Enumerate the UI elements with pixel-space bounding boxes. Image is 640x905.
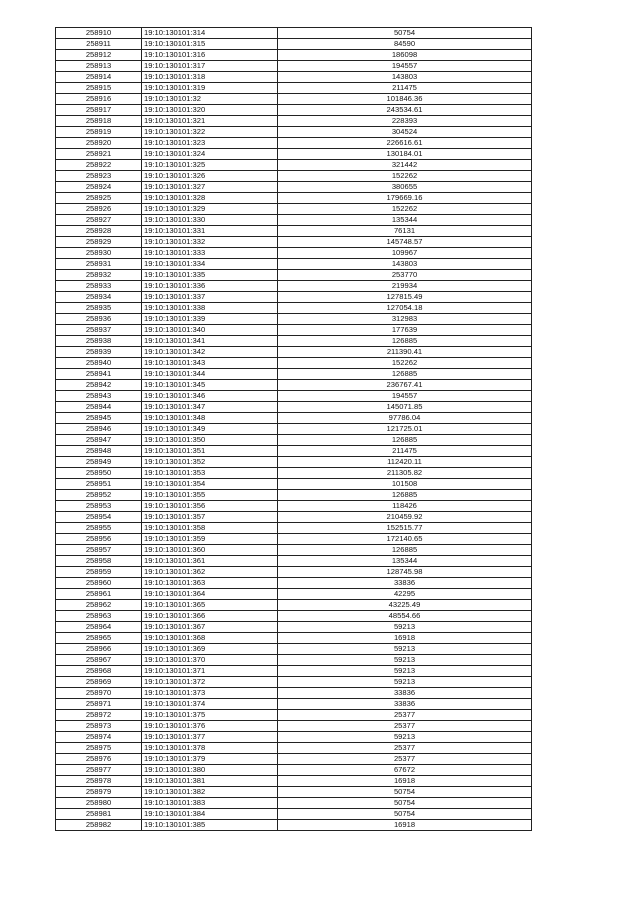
amount-cell: 16918 [278, 633, 532, 644]
cadastral-number-cell: 19:10:130101:375 [142, 710, 278, 721]
amount-cell: 211475 [278, 83, 532, 94]
amount-cell: 211390.41 [278, 347, 532, 358]
table-row [56, 666, 532, 677]
table-row [56, 116, 532, 127]
table-row [56, 281, 532, 292]
amount-cell: 59213 [278, 644, 532, 655]
record-id-cell: 258970 [56, 688, 142, 699]
cadastral-number-cell: 19:10:130101:351 [142, 446, 278, 457]
table-row [56, 94, 532, 105]
table-row [56, 325, 532, 336]
record-id-cell: 258953 [56, 501, 142, 512]
table-row [56, 292, 532, 303]
table-row [56, 688, 532, 699]
amount-cell: 228393 [278, 116, 532, 127]
record-id-cell: 258980 [56, 798, 142, 809]
record-id-cell: 258923 [56, 171, 142, 182]
cadastral-number-cell: 19:10:130101:321 [142, 116, 278, 127]
record-id-cell: 258911 [56, 39, 142, 50]
record-id-cell: 258916 [56, 94, 142, 105]
table-row [56, 622, 532, 633]
cadastral-number-cell: 19:10:130101:335 [142, 270, 278, 281]
record-id-cell: 258952 [56, 490, 142, 501]
table-body [56, 28, 532, 831]
record-id-cell: 258921 [56, 149, 142, 160]
record-id-cell: 258969 [56, 677, 142, 688]
table-row [56, 820, 532, 831]
table-row [56, 182, 532, 193]
cadastral-number-cell: 19:10:130101:331 [142, 226, 278, 237]
cadastral-number-cell: 19:10:130101:359 [142, 534, 278, 545]
table-row [56, 699, 532, 710]
record-id-cell: 258977 [56, 765, 142, 776]
amount-cell: 127054.18 [278, 303, 532, 314]
amount-cell: 25377 [278, 754, 532, 765]
cadastral-number-cell: 19:10:130101:361 [142, 556, 278, 567]
record-id-cell: 258924 [56, 182, 142, 193]
amount-cell: 219934 [278, 281, 532, 292]
table-row [56, 72, 532, 83]
table-row [56, 545, 532, 556]
record-id-cell: 258960 [56, 578, 142, 589]
cadastral-number-cell: 19:10:130101:323 [142, 138, 278, 149]
cadastral-number-cell: 19:10:130101:381 [142, 776, 278, 787]
table-row [56, 490, 532, 501]
record-id-cell: 258962 [56, 600, 142, 611]
table-row [56, 28, 532, 39]
amount-cell: 172140.65 [278, 534, 532, 545]
record-id-cell: 258964 [56, 622, 142, 633]
record-id-cell: 258945 [56, 413, 142, 424]
amount-cell: 143803 [278, 259, 532, 270]
amount-cell: 143803 [278, 72, 532, 83]
amount-cell: 236767.41 [278, 380, 532, 391]
data-table [55, 27, 532, 831]
table-row [56, 127, 532, 138]
record-id-cell: 258975 [56, 743, 142, 754]
record-id-cell: 258950 [56, 468, 142, 479]
cadastral-number-cell: 19:10:130101:337 [142, 292, 278, 303]
cadastral-number-cell: 19:10:130101:362 [142, 567, 278, 578]
record-id-cell: 258927 [56, 215, 142, 226]
table-row [56, 303, 532, 314]
table-row [56, 578, 532, 589]
table-row [56, 677, 532, 688]
table-row [56, 743, 532, 754]
amount-cell: 152515.77 [278, 523, 532, 534]
cadastral-number-cell: 19:10:130101:380 [142, 765, 278, 776]
table-row [56, 589, 532, 600]
table-row [56, 809, 532, 820]
record-id-cell: 258959 [56, 567, 142, 578]
amount-cell: 152262 [278, 204, 532, 215]
record-id-cell: 258912 [56, 50, 142, 61]
record-id-cell: 258931 [56, 259, 142, 270]
cadastral-number-cell: 19:10:130101:346 [142, 391, 278, 402]
cadastral-number-cell: 19:10:130101:328 [142, 193, 278, 204]
amount-cell: 145071.85 [278, 402, 532, 413]
record-id-cell: 258972 [56, 710, 142, 721]
amount-cell: 59213 [278, 655, 532, 666]
record-id-cell: 258915 [56, 83, 142, 94]
table-row [56, 798, 532, 809]
cadastral-number-cell: 19:10:130101:360 [142, 545, 278, 556]
amount-cell: 67672 [278, 765, 532, 776]
cadastral-number-cell: 19:10:130101:325 [142, 160, 278, 171]
record-id-cell: 258971 [56, 699, 142, 710]
cadastral-number-cell: 19:10:130101:366 [142, 611, 278, 622]
table-row [56, 765, 532, 776]
amount-cell: 152262 [278, 358, 532, 369]
cadastral-number-cell: 19:10:130101:32 [142, 94, 278, 105]
record-id-cell: 258937 [56, 325, 142, 336]
cadastral-number-cell: 19:10:130101:367 [142, 622, 278, 633]
record-id-cell: 258928 [56, 226, 142, 237]
cadastral-number-cell: 19:10:130101:376 [142, 721, 278, 732]
table-row [56, 237, 532, 248]
amount-cell: 101846.36 [278, 94, 532, 105]
cadastral-number-cell: 19:10:130101:384 [142, 809, 278, 820]
cadastral-number-cell: 19:10:130101:314 [142, 28, 278, 39]
amount-cell: 194557 [278, 61, 532, 72]
cadastral-number-cell: 19:10:130101:365 [142, 600, 278, 611]
table-row [56, 171, 532, 182]
table-row [56, 611, 532, 622]
table-row [56, 50, 532, 61]
cadastral-number-cell: 19:10:130101:373 [142, 688, 278, 699]
table-row [56, 149, 532, 160]
amount-cell: 312983 [278, 314, 532, 325]
table-row [56, 138, 532, 149]
amount-cell: 226616.61 [278, 138, 532, 149]
amount-cell: 43225.49 [278, 600, 532, 611]
record-id-cell: 258946 [56, 424, 142, 435]
amount-cell: 97786.04 [278, 413, 532, 424]
table-row [56, 446, 532, 457]
record-id-cell: 258965 [56, 633, 142, 644]
amount-cell: 177639 [278, 325, 532, 336]
table-row [56, 83, 532, 94]
amount-cell: 16918 [278, 776, 532, 787]
record-id-cell: 258955 [56, 523, 142, 534]
cadastral-number-cell: 19:10:130101:343 [142, 358, 278, 369]
amount-cell: 128745.98 [278, 567, 532, 578]
record-id-cell: 258922 [56, 160, 142, 171]
amount-cell: 42295 [278, 589, 532, 600]
record-id-cell: 258973 [56, 721, 142, 732]
record-id-cell: 258932 [56, 270, 142, 281]
cadastral-number-cell: 19:10:130101:385 [142, 820, 278, 831]
amount-cell: 194557 [278, 391, 532, 402]
cadastral-number-cell: 19:10:130101:315 [142, 39, 278, 50]
table-row [56, 215, 532, 226]
cadastral-number-cell: 19:10:130101:379 [142, 754, 278, 765]
cadastral-number-cell: 19:10:130101:329 [142, 204, 278, 215]
table-row [56, 248, 532, 259]
table-row [56, 787, 532, 798]
table-row [56, 204, 532, 215]
record-id-cell: 258982 [56, 820, 142, 831]
record-id-cell: 258934 [56, 292, 142, 303]
record-id-cell: 258933 [56, 281, 142, 292]
amount-cell: 253770 [278, 270, 532, 281]
amount-cell: 210459.92 [278, 512, 532, 523]
table-row [56, 39, 532, 50]
table-row [56, 413, 532, 424]
record-id-cell: 258978 [56, 776, 142, 787]
cadastral-number-cell: 19:10:130101:334 [142, 259, 278, 270]
table-row [56, 534, 532, 545]
cadastral-number-cell: 19:10:130101:369 [142, 644, 278, 655]
table-row [56, 633, 532, 644]
amount-cell: 59213 [278, 622, 532, 633]
cadastral-number-cell: 19:10:130101:316 [142, 50, 278, 61]
cadastral-number-cell: 19:10:130101:342 [142, 347, 278, 358]
table-row [56, 556, 532, 567]
cadastral-number-cell: 19:10:130101:324 [142, 149, 278, 160]
cadastral-number-cell: 19:10:130101:348 [142, 413, 278, 424]
amount-cell: 126885 [278, 336, 532, 347]
record-id-cell: 258913 [56, 61, 142, 72]
table-row [56, 314, 532, 325]
amount-cell: 126885 [278, 369, 532, 380]
cadastral-number-cell: 19:10:130101:382 [142, 787, 278, 798]
amount-cell: 186098 [278, 50, 532, 61]
cadastral-number-cell: 19:10:130101:357 [142, 512, 278, 523]
amount-cell: 135344 [278, 556, 532, 567]
amount-cell: 152262 [278, 171, 532, 182]
amount-cell: 50754 [278, 809, 532, 820]
record-id-cell: 258957 [56, 545, 142, 556]
cadastral-number-cell: 19:10:130101:341 [142, 336, 278, 347]
amount-cell: 321442 [278, 160, 532, 171]
amount-cell: 211475 [278, 446, 532, 457]
cadastral-number-cell: 19:10:130101:352 [142, 457, 278, 468]
cadastral-number-cell: 19:10:130101:368 [142, 633, 278, 644]
record-id-cell: 258917 [56, 105, 142, 116]
table-row [56, 655, 532, 666]
amount-cell: 118426 [278, 501, 532, 512]
amount-cell: 76131 [278, 226, 532, 237]
amount-cell: 304524 [278, 127, 532, 138]
table-row [56, 347, 532, 358]
cadastral-number-cell: 19:10:130101:371 [142, 666, 278, 677]
record-id-cell: 258941 [56, 369, 142, 380]
cadastral-number-cell: 19:10:130101:378 [142, 743, 278, 754]
amount-cell: 25377 [278, 710, 532, 721]
record-id-cell: 258956 [56, 534, 142, 545]
record-id-cell: 258929 [56, 237, 142, 248]
amount-cell: 50754 [278, 787, 532, 798]
amount-cell: 59213 [278, 666, 532, 677]
record-id-cell: 258979 [56, 787, 142, 798]
record-id-cell: 258920 [56, 138, 142, 149]
table-row [56, 226, 532, 237]
record-id-cell: 258925 [56, 193, 142, 204]
table-row [56, 160, 532, 171]
record-id-cell: 258942 [56, 380, 142, 391]
table-row [56, 270, 532, 281]
table-row [56, 468, 532, 479]
record-id-cell: 258951 [56, 479, 142, 490]
record-id-cell: 258938 [56, 336, 142, 347]
record-id-cell: 258944 [56, 402, 142, 413]
cadastral-number-cell: 19:10:130101:327 [142, 182, 278, 193]
table-row [56, 721, 532, 732]
record-id-cell: 258935 [56, 303, 142, 314]
record-id-cell: 258963 [56, 611, 142, 622]
cadastral-number-cell: 19:10:130101:340 [142, 325, 278, 336]
record-id-cell: 258954 [56, 512, 142, 523]
record-id-cell: 258919 [56, 127, 142, 138]
record-id-cell: 258981 [56, 809, 142, 820]
amount-cell: 50754 [278, 798, 532, 809]
cadastral-number-cell: 19:10:130101:336 [142, 281, 278, 292]
amount-cell: 59213 [278, 732, 532, 743]
record-id-cell: 258926 [56, 204, 142, 215]
table-row [56, 402, 532, 413]
amount-cell: 101508 [278, 479, 532, 490]
amount-cell: 33836 [278, 699, 532, 710]
amount-cell: 243534.61 [278, 105, 532, 116]
record-id-cell: 258968 [56, 666, 142, 677]
cadastral-number-cell: 19:10:130101:322 [142, 127, 278, 138]
cadastral-number-cell: 19:10:130101:370 [142, 655, 278, 666]
cadastral-number-cell: 19:10:130101:353 [142, 468, 278, 479]
table-row [56, 435, 532, 446]
record-id-cell: 258967 [56, 655, 142, 666]
record-id-cell: 258914 [56, 72, 142, 83]
record-id-cell: 258947 [56, 435, 142, 446]
table-row [56, 710, 532, 721]
table-row [56, 644, 532, 655]
cadastral-number-cell: 19:10:130101:345 [142, 380, 278, 391]
table-row [56, 259, 532, 270]
amount-cell: 59213 [278, 677, 532, 688]
record-id-cell: 258930 [56, 248, 142, 259]
amount-cell: 126885 [278, 435, 532, 446]
cadastral-number-cell: 19:10:130101:350 [142, 435, 278, 446]
table-row [56, 732, 532, 743]
cadastral-number-cell: 19:10:130101:355 [142, 490, 278, 501]
record-id-cell: 258936 [56, 314, 142, 325]
table-row [56, 776, 532, 787]
amount-cell: 126885 [278, 545, 532, 556]
amount-cell: 25377 [278, 743, 532, 754]
cadastral-number-cell: 19:10:130101:377 [142, 732, 278, 743]
cadastral-number-cell: 19:10:130101:320 [142, 105, 278, 116]
amount-cell: 33836 [278, 578, 532, 589]
amount-cell: 130184.01 [278, 149, 532, 160]
amount-cell: 112420.11 [278, 457, 532, 468]
table-row [56, 391, 532, 402]
table-row [56, 754, 532, 765]
cadastral-number-cell: 19:10:130101:318 [142, 72, 278, 83]
amount-cell: 33836 [278, 688, 532, 699]
record-id-cell: 258918 [56, 116, 142, 127]
amount-cell: 145748.57 [278, 237, 532, 248]
table-row [56, 457, 532, 468]
amount-cell: 16918 [278, 820, 532, 831]
record-id-cell: 258940 [56, 358, 142, 369]
cadastral-number-cell: 19:10:130101:326 [142, 171, 278, 182]
record-id-cell: 258976 [56, 754, 142, 765]
table-row [56, 501, 532, 512]
table-row [56, 380, 532, 391]
table-row [56, 523, 532, 534]
amount-cell: 84590 [278, 39, 532, 50]
table-row [56, 479, 532, 490]
amount-cell: 380655 [278, 182, 532, 193]
cadastral-number-cell: 19:10:130101:349 [142, 424, 278, 435]
amount-cell: 179669.16 [278, 193, 532, 204]
cadastral-number-cell: 19:10:130101:319 [142, 83, 278, 94]
amount-cell: 48554.66 [278, 611, 532, 622]
cadastral-number-cell: 19:10:130101:333 [142, 248, 278, 259]
cadastral-number-cell: 19:10:130101:347 [142, 402, 278, 413]
record-id-cell: 258943 [56, 391, 142, 402]
cadastral-number-cell: 19:10:130101:364 [142, 589, 278, 600]
cadastral-number-cell: 19:10:130101:317 [142, 61, 278, 72]
table-row [56, 105, 532, 116]
table-row [56, 358, 532, 369]
table-row [56, 193, 532, 204]
amount-cell: 126885 [278, 490, 532, 501]
table-row [56, 336, 532, 347]
cadastral-number-cell: 19:10:130101:354 [142, 479, 278, 490]
table-row [56, 424, 532, 435]
record-id-cell: 258958 [56, 556, 142, 567]
record-id-cell: 258939 [56, 347, 142, 358]
cadastral-number-cell: 19:10:130101:338 [142, 303, 278, 314]
cadastral-number-cell: 19:10:130101:356 [142, 501, 278, 512]
table-row [56, 567, 532, 578]
record-id-cell: 258948 [56, 446, 142, 457]
cadastral-number-cell: 19:10:130101:339 [142, 314, 278, 325]
record-id-cell: 258910 [56, 28, 142, 39]
amount-cell: 50754 [278, 28, 532, 39]
record-id-cell: 258949 [56, 457, 142, 468]
amount-cell: 121725.01 [278, 424, 532, 435]
table-row [56, 512, 532, 523]
table-row [56, 61, 532, 72]
cadastral-number-cell: 19:10:130101:344 [142, 369, 278, 380]
record-id-cell: 258966 [56, 644, 142, 655]
table-row [56, 369, 532, 380]
record-id-cell: 258974 [56, 732, 142, 743]
cadastral-number-cell: 19:10:130101:358 [142, 523, 278, 534]
amount-cell: 25377 [278, 721, 532, 732]
cadastral-number-cell: 19:10:130101:330 [142, 215, 278, 226]
record-id-cell: 258961 [56, 589, 142, 600]
amount-cell: 109967 [278, 248, 532, 259]
cadastral-number-cell: 19:10:130101:363 [142, 578, 278, 589]
cadastral-number-cell: 19:10:130101:332 [142, 237, 278, 248]
cadastral-number-cell: 19:10:130101:372 [142, 677, 278, 688]
amount-cell: 211305.82 [278, 468, 532, 479]
amount-cell: 135344 [278, 215, 532, 226]
amount-cell: 127815.49 [278, 292, 532, 303]
cadastral-number-cell: 19:10:130101:383 [142, 798, 278, 809]
cadastral-number-cell: 19:10:130101:374 [142, 699, 278, 710]
table-row [56, 600, 532, 611]
